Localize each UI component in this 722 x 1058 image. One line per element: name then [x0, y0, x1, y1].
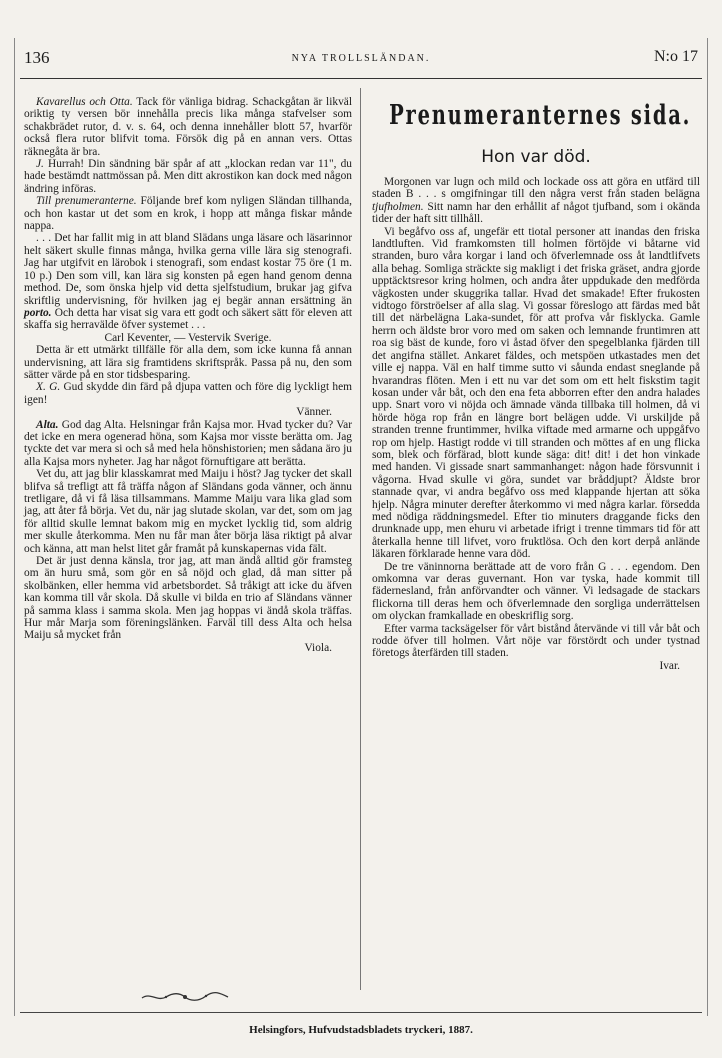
paragraph: [372, 176, 700, 226]
column-rule: [360, 88, 361, 990]
paragraph-text: Sitt namn har den erhållit af något tjufband, som i okända tider der haft sitt tillhåll.: [372, 200, 700, 226]
signature: Ivar.: [659, 659, 680, 672]
paragraph-text: . . . Det har fallit mig in att bland Slädans unga läsare och läsarinnor helt säkert skulle finnas många, hvilka gerna ville lära sig stenografi. Jag har utgifvit en lärobok i stenografi, som endast kostar 75 öre (1 m. 10 p.) Den som vill, kan lära sig konsten på egen hand genom denna method. De, som önska hjelp vid detta sjelfstudium, brukar jag gifva skriftlig undervisning, för hvilken jag ej begär annan ersättning än: [24, 232, 352, 307]
paragraph: [372, 226, 700, 561]
header-rule: [20, 78, 702, 79]
paragraph-text: Och detta har visat sig vara ett godt och säkert sätt för eleven att skaffa sig herravälde öfver systemet . . .: [24, 306, 352, 332]
ornament-divider-icon: [140, 990, 230, 1004]
paragraph-lead: X. G.: [36, 381, 61, 394]
paragraph: [372, 561, 700, 623]
paragraph-lead: J.: [36, 158, 44, 171]
paragraph-text: Vet du, att jag blir klasskamrat med Maiju i höst? Jag tycker det skall blifva så trefligt att få träffa någon af Sländans goda vänner, och ännu tretligare, då vi få läsa tillsammans. Mamme Maiju vara lika glad som jag, att åter få börja. Vet du, när jag slutade skolan, var det, som om jag för alltid skulle lemnat bakom mig en mycket lycklig tid, som aldrig mer skulle återkomma. Men nu får man åter börja läsa riktigt på alvar och känna, att man helst litet går framåt på kunskapernas vida fält.: [24, 468, 352, 555]
paragraph-lead: Alta.: [36, 418, 59, 431]
paragraph-lead: Till prenumeranterne.: [36, 195, 137, 208]
paragraph-lead: Kavarellus och Otta.: [36, 96, 133, 108]
paragraph-text: Det är just denna känsla, tror jag, att man ändå alltid gör framsteg om än huru små, som gör en så nöjd och glad, då man sitter på skolbänken, eller hemma vid arbetsbordet. Så tråkigt att icke du äfven kan komma till vår skola. Då skulle vi bilda en trio af Sländans vänner på samma klass i samma skola. Men jag hoppas vi ändå skola träffas. Hur mår Marja som föreningslänken. Farväl till dess Alta och helsa Maiju så mycket från: [24, 555, 352, 642]
paragraph: [24, 555, 352, 642]
paragraph-text: Efter varma tacksägelser för vårt bistånd återvände vi till vår båt och rodde öfver till holmen. Vårt nöje var förstördt och under tystnad företogs återfärden till staden.: [372, 622, 700, 660]
paragraph-text: Vi begåfvo oss af, ungefär ett tiotal personer att inandas den friska landtluften. Vid framkomsten till holmen förtöjde vi båtarne vid stranden, buro våra korgar i land och öfverlemnade oss åt landtlifvets alla behag. Somliga sträckte sig makligt i det friska gräset, andra gjorde upptäcktsresor kring holmen, och andra åter uppdukade den medförda vägkosten under skuggrika tallar. Hvad det smakade! Efter frukosten vidtogo förströelser af alla slag. Vi gossar föreslogo att färdas med båt till det närbelägna Laka-sundet, för att profva vår fisklycka. Gamle herrn och äldste bror voro med om saken och lemnande fruntimren att roa sig bäst de kunde, foro vi åstad öfver den spegelblanka fjärden till det angifna stället. Ankaret fäldes, och metspöen utkastades men det ville ej nappa. Väl en half timme sutto vi såunda endast sneglande på hvarandras flöten. Men i ett nu var det som om ett helt fiskstim tagit kosan under vår båt, och den ena feta abborren efter den andra halades upp. Snart voro vi nöjda och ämnade vända tillbaka till holmen, då vi hörde höga rop från en längre bort belägen udde. Vi urskiljde på stranden trenne fruntimmer, hvilka viftade med armarne och uppgåfvo rop om hjelp. Hastigt rodde vi till stranden och möttes af en ung flicka som, blek och förfärad, blott kunde säga: dit! dit! i det hon vinkade med handen. Vi gissade snart sammanhanget: någon hade försvunnit i vågorna. Hvad skulle vi göra, sundet var bråddjupt? Äldste bror stannade qvar, vi andra begåfvo oss med klappande hjertan att söka hjelp. Några minuter derefter återkommo vi med några karlar. försedda med nödiga räddningsmedel. Efter tio minuters draggande ficks den drunknade upp, men ehuru vi arbetade ifrigt i trenne timmars tid för att återkalla henne till lifvet, voro fruktlösa. Och den kort derpå anlände läkaren förklarade henne vara död.: [372, 225, 700, 561]
paragraph-text: Följande bref kom nyligen Sländan tillhanda, och hon kastar ut det som en krok, i hopp att många fiskar månde nappa.: [24, 195, 352, 233]
signature: Vänner.: [296, 406, 332, 419]
paragraph: [24, 344, 352, 381]
paragraph: [24, 158, 352, 195]
paragraph: [24, 96, 352, 158]
paragraph-text: God dag Alta. Helsningar från Kajsa mor. Hvad tycker du? Var det icke en mera ogenerad höna, som Kajsa mor visste berätta om. Jag tyckte det var mera si och så med hela hönshistorien; men sådana äro ju alla Kajsa mors nyheter. Jag har något förnuftigare att berätta.: [24, 418, 352, 468]
publication-title: NYA TROLLSLÄNDAN.: [291, 53, 431, 64]
emphasis: tjufholmen.: [372, 200, 424, 213]
signature: Viola.: [304, 641, 332, 654]
footer-rule: [20, 1012, 702, 1013]
paragraph: [372, 623, 700, 660]
right-column: [372, 96, 700, 672]
emphasis: porto.: [24, 306, 52, 319]
page-number: 136: [24, 48, 50, 67]
printer-imprint: Helsingfors, Hufvudstadsbladets tryckeri, 1887.: [249, 1024, 473, 1036]
page-header: [24, 46, 698, 76]
paragraph: [24, 381, 352, 406]
left-column: [24, 96, 352, 654]
paragraph-text: Tack för vänliga bidrag. Schackgåtan är likväl oriktig ty versen bör innehålla precis lika många stafvelser som schakbrädet rutor, d. v. s. 64, och denna innehåller blott 57, hvarför också flera rutor blifvit toma. Försök dig på en annan vers. Ottas räknegåta är bra.: [24, 96, 352, 158]
paragraph-text: Hurrah! Din sändning bär spår af att „klockan redan var 11", du hade bestämdt nattmössan på. Men ditt akrostikon kan dock med någon ändring införas.: [24, 158, 352, 195]
paragraph: [24, 419, 352, 469]
paragraph: [24, 195, 352, 232]
paragraph-text: Morgonen var lugn och mild och lockade oss att göra en utfärd till staden B . . . s omgifningar till den några verst från staden belägna: [372, 176, 700, 201]
paragraph: [24, 232, 352, 331]
paragraph: [24, 468, 352, 555]
issue-number: N:o 17: [654, 48, 698, 65]
signature: Carl Keventer, — Vestervik Sverige.: [104, 331, 272, 344]
section-title: Prenumeranternes sida.: [389, 100, 692, 131]
paragraph-text: Gud skydde din färd på djupa vatten och före dig lyckligt hem igen!: [24, 381, 352, 406]
paragraph-text: De tre väninnorna berättade att de voro från G . . . egendom. Den omkomna var deras guvernant. Hon var tyska, hade kommit till fädernesland, från anförvandter och vänner. Vi ledsagade de stackars flickorna till deras hem och öfverlemnade den sorgliga underrättelsen om olyckan framkallade en obeskriflig sorg.: [372, 560, 700, 623]
story-title: Hon var död.: [481, 147, 591, 167]
paragraph-text: Detta är ett utmärkt tillfälle för alla dem, som icke kunna få annan undervisning, att lära sig framtidens skriftspråk. Passa på nu, den som sätter värde på en stor tidsbesparing.: [24, 344, 352, 381]
